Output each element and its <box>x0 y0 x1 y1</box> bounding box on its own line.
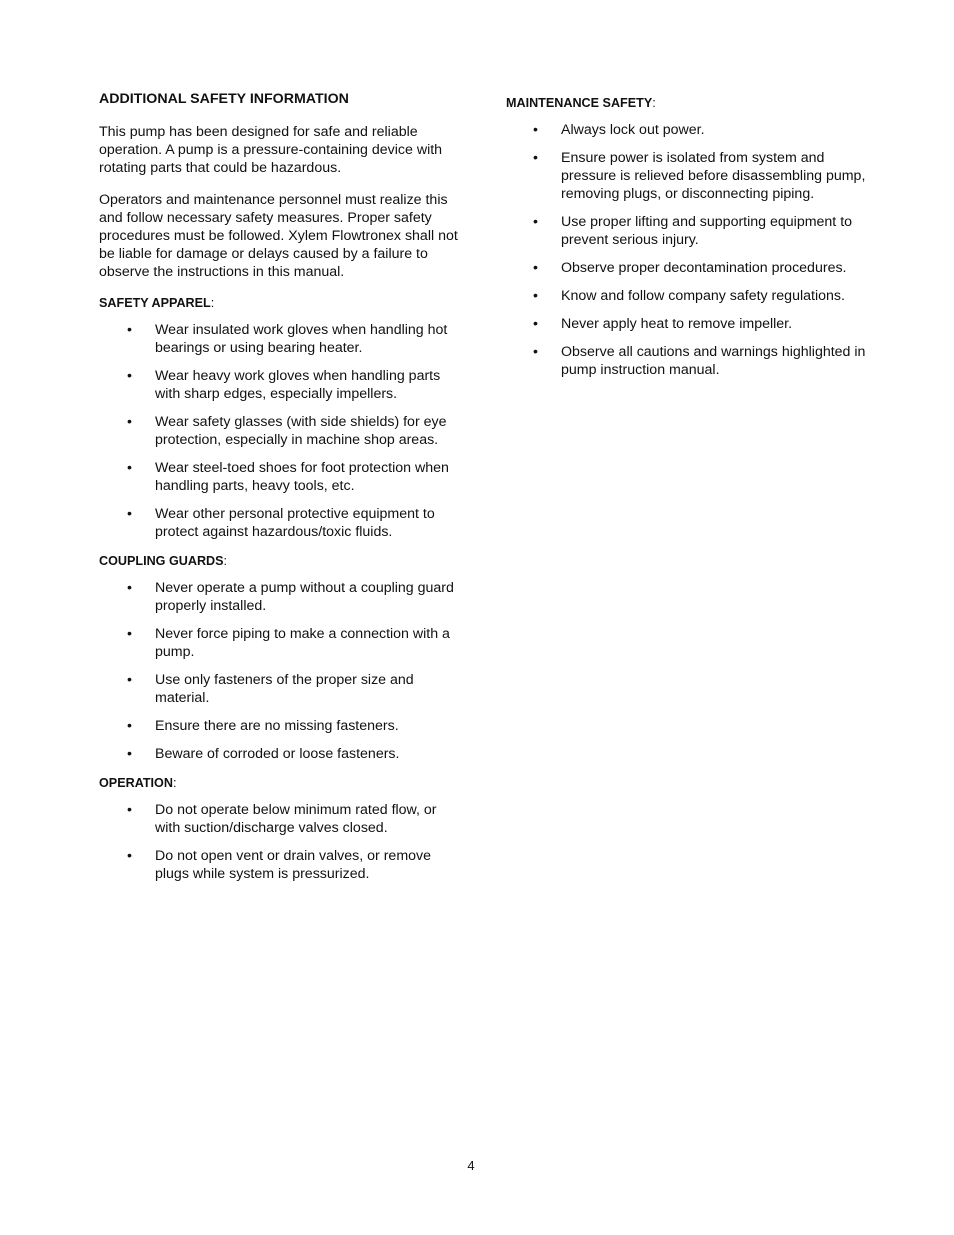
bullet-icon: • <box>127 672 132 688</box>
bullet-icon: • <box>127 322 132 338</box>
bullet-icon: • <box>127 460 132 476</box>
right-column <box>506 95 866 391</box>
list-item: • Observe proper decontamination procedures. <box>533 260 847 276</box>
list-item: • Never apply heat to remove impeller. <box>533 316 793 332</box>
list-item: • Use proper lifting and supporting equipment to prevent serious injury. <box>533 214 853 248</box>
bullet-icon: • <box>127 746 132 762</box>
list-item: • Do not operate below minimum rated flow, or with suction/discharge valves closed. <box>127 802 437 836</box>
bullet-icon: • <box>533 316 538 332</box>
list-item: • Ensure power is isolated from system and pressure is relieved before disassembling pump, removing plugs, or disconnecting piping. <box>533 150 866 202</box>
bullet-icon: • <box>127 368 132 384</box>
bullet-icon: • <box>533 122 538 138</box>
list-item: • Wear steel-toed shoes for foot protection when handling parts, heavy tools, etc. <box>127 460 449 494</box>
intro-paragraph-2: Operators and maintenance personnel must realize this and follow necessary safety measures. Proper safety procedures must be followed. Xylem Flowtronex shall not be liable for damage or delays caused by a failure to observe the instructions in this manual. <box>99 192 458 280</box>
bullet-icon: • <box>533 260 538 276</box>
bullet-icon: • <box>127 718 132 734</box>
list-item: • Wear other personal protective equipment to protect against hazardous/toxic fluids. <box>127 506 435 540</box>
bullet-list-operation <box>99 801 459 883</box>
list-item: • Wear safety glasses (with side shields) for eye protection, especially in machine shop areas. <box>127 414 447 448</box>
bullet-icon: • <box>127 506 132 522</box>
bullet-list-maintenance <box>506 121 866 379</box>
bullet-icon: • <box>533 344 538 360</box>
list-item: • Wear heavy work gloves when handling parts with sharp edges, especially impellers. <box>127 368 441 402</box>
page-number: 4 <box>467 1158 475 1173</box>
bullet-icon: • <box>533 214 538 230</box>
bullet-icon: • <box>127 848 132 864</box>
bullet-icon: • <box>533 288 538 304</box>
bullet-icon: • <box>127 414 132 430</box>
bullet-icon: • <box>127 802 132 818</box>
list-item: • Never force piping to make a connection with a pump. <box>127 626 450 660</box>
bullet-icon: • <box>127 626 132 642</box>
bullet-icon: • <box>533 150 538 166</box>
list-item: • Observe all cautions and warnings highlighted in pump instruction manual. <box>533 344 866 378</box>
page-title: ADDITIONAL SAFETY INFORMATION <box>99 91 349 107</box>
list-item: • Know and follow company safety regulations. <box>533 288 845 304</box>
list-item: • Do not open vent or drain valves, or remove plugs while system is pressurized. <box>127 848 432 882</box>
bullet-list-coupling <box>99 579 459 763</box>
bullet-list-apparel <box>99 321 459 541</box>
list-item: • Ensure there are no missing fasteners. <box>127 718 399 734</box>
list-item: • Always lock out power. <box>533 122 705 138</box>
list-item: • Never operate a pump without a coupling guard properly installed. <box>127 580 454 614</box>
list-item: • Use only fasteners of the proper size and material. <box>127 672 414 706</box>
bullet-icon: • <box>127 580 132 596</box>
section-heading-coupling: COUPLING GUARDS: <box>99 554 228 568</box>
section-heading-apparel: SAFETY APPAREL: <box>99 296 215 310</box>
intro-paragraph-1: This pump has been designed for safe and reliable operation. A pump is a pressure-containing device with rotating parts that could be hazardous. <box>99 124 443 176</box>
left-column <box>99 90 459 895</box>
list-item: • Wear insulated work gloves when handling hot bearings or using bearing heater. <box>127 322 448 356</box>
list-item: • Beware of corroded or loose fasteners. <box>127 746 400 762</box>
section-heading-maintenance: MAINTENANCE SAFETY: <box>506 96 656 110</box>
section-heading-operation: OPERATION: <box>99 776 177 790</box>
